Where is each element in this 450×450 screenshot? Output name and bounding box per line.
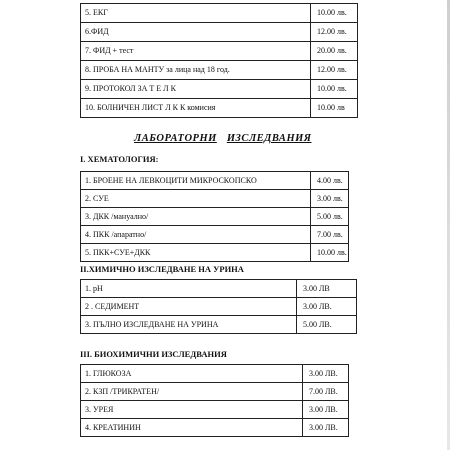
lab-tests-title [134, 133, 312, 144]
table-row [81, 280, 357, 298]
test-name: 3. ПЪЛНО ИЗСЛЕДВАНЕ НА УРИНА [81, 316, 297, 334]
biochemistry-price-table [80, 364, 349, 437]
service-name: 7. ФИД + тест [81, 42, 311, 61]
table-row [81, 244, 349, 262]
table-row [81, 419, 349, 437]
test-price: 3.00 ЛВ. [297, 298, 357, 316]
test-price: 7.00 ЛВ. [303, 383, 349, 401]
table-row [81, 190, 349, 208]
table-row [81, 172, 349, 190]
table-row [81, 4, 358, 23]
test-name: 1. ГЛЮКОЗА [81, 365, 303, 383]
test-name: 2. КЗП /ТРИКРАТЕН/ [81, 383, 303, 401]
test-name: 1. pH [81, 280, 297, 298]
test-name: 2. СУЕ [81, 190, 311, 208]
test-price: 5.00 лв. [311, 208, 349, 226]
table-row [81, 61, 358, 80]
title-part: ЛАБОРАТОРНИ [134, 133, 217, 144]
test-price: 3.00 ЛВ [297, 280, 357, 298]
title-part: ИЗСЛЕДВАНИЯ [226, 133, 312, 144]
test-price: 5.00 ЛВ. [297, 316, 357, 334]
test-name: 2 . СЕДИМЕНТ [81, 298, 297, 316]
service-price: 10.00 лв [311, 99, 358, 118]
service-price: 10.00 лв. [311, 4, 358, 23]
hematology-heading: I. ХЕМАТОЛОГИЯ: [80, 154, 159, 164]
table-row [81, 226, 349, 244]
test-price: 4.00 лв. [311, 172, 349, 190]
service-price: 12.00 лв. [311, 61, 358, 80]
test-price: 3.00 ЛВ. [303, 401, 349, 419]
table-row [81, 401, 349, 419]
services-price-table [80, 3, 358, 118]
test-price: 10.00 лв. [311, 244, 349, 262]
table-row [81, 365, 349, 383]
service-price: 20.00 лв. [311, 42, 358, 61]
service-name: 5. ЕКГ [81, 4, 311, 23]
service-price: 12.00 лв. [311, 23, 358, 42]
urine-price-table [80, 279, 357, 334]
service-name: 8. ПРОБА НА МАНТУ за лица над 18 год. [81, 61, 311, 80]
service-name: 6.ФИД [81, 23, 311, 42]
service-name: 9. ПРОТОКОЛ ЗА Т Е Л К [81, 80, 311, 99]
urine-heading: II.ХИМИЧНО ИЗСЛЕДВАНЕ НА УРИНА [80, 264, 244, 274]
test-price: 3.00 ЛВ. [303, 365, 349, 383]
test-price: 3.00 ЛВ. [303, 419, 349, 437]
test-name: 4. ПКК /апаратно/ [81, 226, 311, 244]
test-name: 5. ПКК+СУЕ+ДКК [81, 244, 311, 262]
hematology-price-table [80, 171, 349, 262]
table-row [81, 383, 349, 401]
test-price: 3.00 лв. [311, 190, 349, 208]
test-name: 3. ДКК /мануално/ [81, 208, 311, 226]
test-name: 4. КРЕАТИНИН [81, 419, 303, 437]
table-row [81, 42, 358, 61]
service-price: 10.00 лв. [311, 80, 358, 99]
table-row [81, 23, 358, 42]
test-price: 7.00 лв. [311, 226, 349, 244]
test-name: 3. УРЕЯ [81, 401, 303, 419]
table-row [81, 298, 357, 316]
table-row [81, 80, 358, 99]
biochemistry-heading: III. БИОХИМИЧНИ ИЗСЛЕДВАНИЯ [80, 349, 227, 359]
table-row [81, 208, 349, 226]
service-name: 10. БОЛНИЧЕН ЛИСТ Л К К комисия [81, 99, 311, 118]
table-row [81, 99, 358, 118]
test-name: 1. БРОЕНЕ НА ЛЕВКОЦИТИ МИКРОСКОПСКО [81, 172, 311, 190]
table-row [81, 316, 357, 334]
